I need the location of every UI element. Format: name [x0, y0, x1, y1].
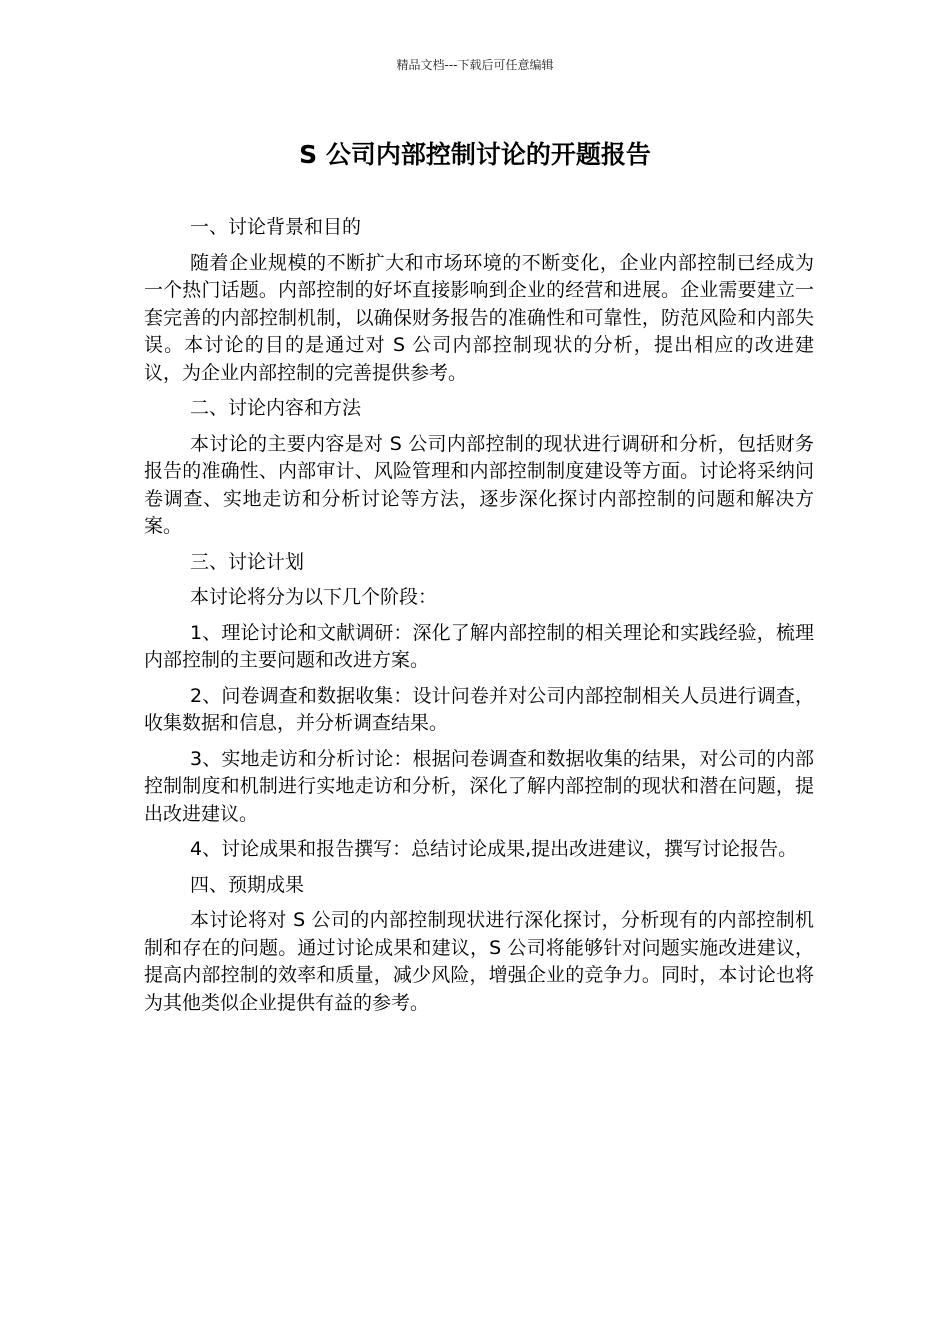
section-heading-background: 一、讨论背景和目的	[190, 216, 362, 238]
paragraph-expected-results: 本讨论将对 S 公司的内部控制现状进行深化探讨，分析现有的内部控制机制和存在的问题。通过讨论成果和建议，S 公司将能够针对问题实施改进建议，提高内部控制的效率和质量，减少风险，增强企业的竞争力。同时，本讨论也将为其他类似企业提供有益的参考。	[144, 909, 814, 1014]
section-heading-expected-results: 四、预期成果	[190, 873, 305, 896]
plan-item-4: 4、讨论成果和报告撰写：总结讨论成果,提出改进建议，撰写讨论报告。	[190, 838, 798, 860]
plan-item-2: 2、问卷调查和数据收集：设计问卷并对公司内部控制相关人员进行调查，收集数据和信息，并分析调查结果。	[144, 684, 814, 734]
section-heading-plan: 三、讨论计划	[190, 550, 305, 573]
header-note: 精品文档---下载后可任意编辑	[396, 58, 554, 72]
plan-item-3: 3、实地走访和分析讨论：根据问卷调查和数据收集的结果，对公司的内部控制制度和机制进行实地走访和分析，深化了解内部控制的现状和潜在问题，提出改进建议。	[144, 747, 814, 825]
paragraph-content-method: 本讨论的主要内容是对 S 公司内部控制的现状进行调研和分析，包括财务报告的准确性、内部审计、风险管理和内部控制制度建设等方面。讨论将采纳问卷调查、实地走访和分析讨论等方法，逐步深化探讨内部控制的问题和解决方案。	[144, 432, 814, 537]
paragraph-plan-intro: 本讨论将分为以下几个阶段：	[190, 586, 438, 608]
plan-item-1: 1、理论讨论和文献调研：深化了解内部控制的相关理论和实践经验，梳理内部控制的主要问题和改进方案。	[144, 621, 814, 671]
document-body	[144, 214, 814, 1025]
section-heading-content-method: 二、讨论内容和方法	[190, 397, 362, 419]
document-title: S 公司内部控制讨论的开题报告	[299, 140, 651, 169]
paragraph-background: 随着企业规模的不断扩大和市场环境的不断变化，企业内部控制已经成为一个热门话题。内部控制的好坏直接影响到企业的经营和进展。企业需要建立一套完善的内部控制机制，以确保财务报告的准确性和可靠性，防范风险和内部失误。本讨论的目的是通过对 S 公司内部控制现状的分析，提出相应的改进建议，为企业内部控制的完善提供参考。	[144, 251, 814, 384]
